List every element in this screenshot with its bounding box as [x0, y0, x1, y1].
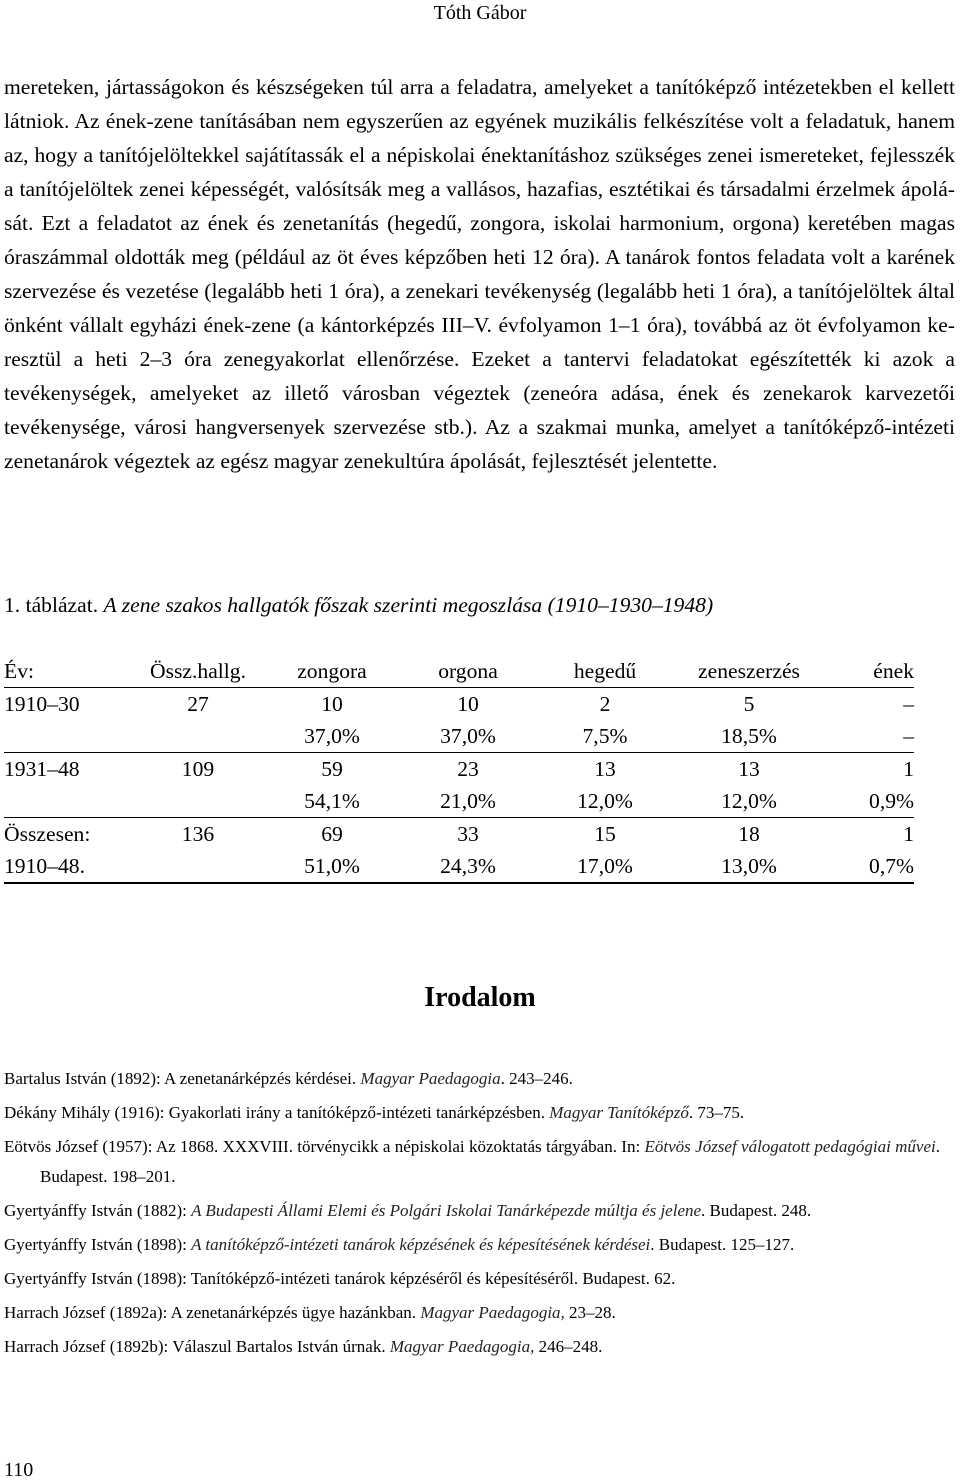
cell-year-sub: 1910–48. [4, 850, 132, 883]
cell-zeneszerzes-count: 5 [743, 692, 755, 716]
cell-enek-count: – [903, 692, 914, 716]
cell-zeneszerzes-count: 18 [738, 822, 760, 846]
cell-enek-pct: – [824, 720, 914, 753]
reference-item: Eötvös József (1957): Az 1868. XXXVIII. törvénycikk a népiskolai közoktatás tárgyában. In: Eötvös József válogatott pedagógiai művei. Budapest. 198–201. [4, 1137, 940, 1186]
table-caption-number: 1. táblázat. [4, 593, 99, 617]
col-header-zeneszerzes: zeneszerzés [674, 655, 824, 688]
cell-hegedu-pct: 7,5% [536, 720, 674, 753]
cell-orgona-count: 10 [457, 692, 479, 716]
cell-zongora-count: 69 [321, 822, 343, 846]
cell-orgona-pct: 21,0% [400, 785, 536, 818]
reference-item: Gyertyánffy István (1882): A Budapesti Állami Elemi és Polgári Iskolai Tanárképezde múltja és jelene. Budapest. 248. [4, 1201, 812, 1220]
cell-year: 1931–48 [4, 757, 80, 781]
cell-total: 27 [187, 692, 209, 716]
cell-hegedu-count: 15 [594, 822, 616, 846]
cell-zeneszerzes-pct: 18,5% [674, 720, 824, 753]
references-heading: Irodalom [424, 982, 536, 1013]
students-by-major-table [4, 655, 914, 884]
col-header-year: Év: [4, 655, 132, 688]
reference-item: Harrach József (1892b): Válaszul Bartalos István úrnak. Magyar Paedagogia, 246–248. [4, 1337, 603, 1356]
table-row [4, 818, 914, 851]
cell-hegedu-pct: 17,0% [536, 850, 674, 883]
col-header-total: Össz.hallg. [132, 655, 264, 688]
col-header-zongora: zongora [264, 655, 400, 688]
cell-orgona-count: 23 [457, 757, 479, 781]
table-header-row [4, 655, 914, 688]
cell-year-sub [4, 720, 132, 753]
cell-hegedu-count: 2 [599, 692, 611, 716]
cell-zeneszerzes-pct: 13,0% [674, 850, 824, 883]
table-row [4, 785, 914, 818]
table-caption [4, 588, 955, 622]
reference-item: Gyertyánffy István (1898): Tanítóképző-intézeti tanárok képzéséről és képesítéséről. Budapest. 62. [4, 1269, 676, 1288]
cell-zongora-pct: 51,0% [264, 850, 400, 883]
cell-hegedu-count: 13 [594, 757, 616, 781]
references-list [4, 1064, 940, 1366]
cell-zongora-count: 10 [321, 692, 343, 716]
reference-item: Bartalus István (1892): A zenetanárképzés kérdései. Magyar Paedagogia. 243–246. [4, 1069, 573, 1088]
table-row [4, 850, 914, 883]
reference-item: Gyertyánffy István (1898): A tanítóképző-intézeti tanárok képzésének és képesítésének kérdései. Budapest. 125–127. [4, 1235, 795, 1254]
page-number: 110 [4, 1459, 34, 1481]
col-header-orgona: orgona [400, 655, 536, 688]
cell-total: 109 [181, 757, 215, 781]
reference-item: Dékány Mihály (1916): Gyakorlati irány a tanítóképző-intézeti tanárképzésben. Magyar Tanítóképző. 73–75. [4, 1103, 745, 1122]
col-header-enek: ének [824, 655, 914, 688]
cell-zongora-pct: 54,1% [264, 785, 400, 818]
body-paragraph: mereteken, jártasságokon és készségeken túl arra a feladatra, amelyeket a tanítóképző intézetekben el kellett látniok. Az ének-zene tanításában nem egyszerűen az egyének muzikális felkészítése volt a feladatuk, hanem az, hogy a tanítójelöltekkel sajátítassák el a népiskolai énektanításhoz szükséges zenei ismereteket, fejlesszék a tanítójelöltek zenei képességét, valósítsák meg a vallásos, hazafias, esztétikai és társadalmi érzelmek ápolását. Ezt a feladatot az ének és zenetanítás (hegedű, zongora, iskolai harmonium, orgona) keretében magas óraszámmal oldották meg (például az öt éves képzőben heti 12 óra). A tanárok fontos feladata volt a karének szervezése és vezetése (legalább heti 1 óra), a zenekari tevékenység (legalább heti 1 óra), a tanítójelöltek által önként vállalt egyházi ének-zene (a kántorképzés III–V. évfolyamon 1–1 óra), továbbá az öt évfolyamon keresztül a heti 2–3 óra zenegyakorlat ellenőrzése. Ezeket a tantervi feladatokat egészítették ki azok a tevékenységek, amelyeket az illető városban végeztek (zeneóra adása, ének és zenekarok karvezetői tevékenysége, városi hangversenyek szervezése stb.). Az a szakmai munka, amelyet a tanítóképző-intézeti zenetanárok végeztek az egész magyar zenekultúra ápolását, fejlesztését jelentette. [4, 75, 955, 473]
cell-year: Összesen: [4, 822, 91, 846]
cell-zeneszerzes-pct: 12,0% [674, 785, 824, 818]
table-row [4, 720, 914, 753]
running-header: Tóth Gábor [433, 2, 527, 24]
reference-item: Harrach József (1892a): A zenetanárképzés ügye hazánkban. Magyar Paedagogia, 23–28. [4, 1303, 616, 1322]
cell-enek-count: 1 [903, 822, 914, 846]
cell-orgona-pct: 37,0% [400, 720, 536, 753]
table-row [4, 688, 914, 721]
cell-enek-pct: 0,7% [824, 850, 914, 883]
table-caption-title: A zene szakos hallgatók főszak szerinti megoszlása (1910–1930–1948) [103, 593, 714, 617]
cell-zongora-count: 59 [321, 757, 343, 781]
table-row [4, 753, 914, 786]
cell-year-sub [4, 785, 132, 818]
cell-zeneszerzes-count: 13 [738, 757, 760, 781]
cell-orgona-count: 33 [457, 822, 479, 846]
cell-year: 1910–30 [4, 692, 80, 716]
cell-zongora-pct: 37,0% [264, 720, 400, 753]
cell-enek-count: 1 [903, 757, 914, 781]
cell-hegedu-pct: 12,0% [536, 785, 674, 818]
col-header-hegedu: hegedű [536, 655, 674, 688]
cell-total: 136 [181, 822, 215, 846]
cell-enek-pct: 0,9% [824, 785, 914, 818]
cell-orgona-pct: 24,3% [400, 850, 536, 883]
